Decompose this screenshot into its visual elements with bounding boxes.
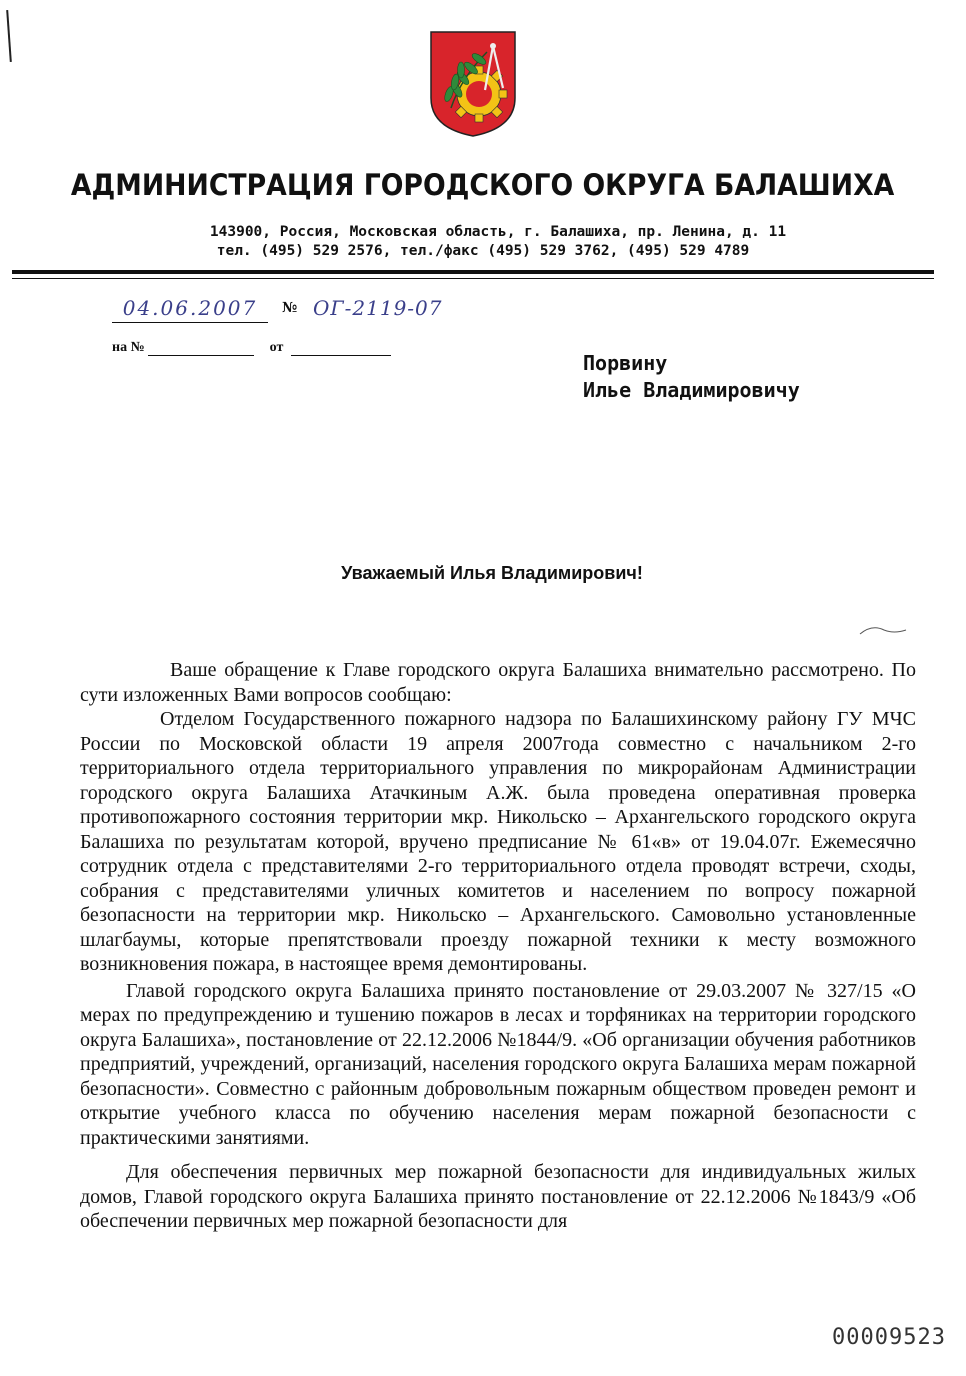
body-paragraph-3: Главой городского округа Балашиха принято постановление от 29.03.2007 № 327/15 «О мерах по предупреждению и тушению пожаров в лесах и торфяниках на территории городского округа Балашиха», постановление от 22.12.2006 №1844/9. «Об организации обучения работников предприятий, учреждений, организаций, населения городского округа Балашиха мерам пожарной безопасности». Совместно с районным добровольным пожарным обществом проведен ремонт и открытие учебного класса по обучению населения мерам пожарной безопасности с практическими занятиями. (80, 979, 916, 1149)
document-stamp-number: 00009523 (832, 1325, 946, 1350)
body-paragraph-4: Для обеспечения первичных мер пожарной безопасности для индивидуальных жилых домов, Главой городского округа Балашиха принято постановление от 22.12.2006 №1843/9 «Об обеспечении первичных мер пожарной безопасности для (80, 1161, 916, 1232)
addressee-name: Илье Владимировичу (583, 378, 800, 402)
organization-title: АДМИНИСТРАЦИЯ ГОРОДСКОГО ОКРУГА БАЛАШИХА (70, 168, 895, 202)
pen-stroke-mark (858, 622, 908, 638)
scan-edge-mark (6, 10, 12, 62)
header-divider-thin (12, 278, 934, 279)
outgoing-number-label: № (282, 300, 298, 316)
coat-of-arms-icon (427, 28, 519, 138)
body-paragraph-2: Отделом Государственного пожарного надзора по Балашихинскому району ГУ МЧС России по Московской области 19 апреля 2007года совместно с начальником 2-го территориального отдела территориального управления по микрорайонам Администрации городского округа Балашиха Атачкиным А.Ж. была проведена оперативная проверка противопожарного состояния территории мкр. Никольско – Архангельского городского округа Балашиха по результатам которой, вручено предписание № 61«в» от 19.04.07г. Ежемесячно сотрудник отдела с представителями 2-го территориального отдела проводят встречи, сходы, собрания с представителями уличных комитетов и населением по вопросу пожарной безопасности на территории мкр. Никольско – Архангельского. Самовольно установленные шлагбаумы, которые препятствовали проезду пожарной техники к месту возможного возникновения пожара, в настоящее время демонтированы. (80, 708, 916, 975)
reply-reference-line (112, 340, 391, 356)
reply-to-label: на № (112, 340, 145, 355)
letter-body (80, 658, 916, 1234)
organization-address: 143900, Россия, Московская область, г. Балашиха, пр. Ленина, д. 11 (209, 224, 787, 240)
reply-to-blank (148, 341, 254, 356)
salutation: Уважаемый Илья Владимирович! (341, 563, 643, 583)
organization-phones: тел. (495) 529 2576, тел./факс (495) 529 3762, (495) 529 4789 (216, 243, 750, 259)
addressee-surname: Порвину (583, 351, 668, 375)
from-blank (291, 341, 391, 356)
from-label: от (269, 340, 284, 355)
outgoing-date: 04.06.2007 (112, 296, 268, 323)
body-paragraph-1: Ваше обращение к Главе городского округа Балашиха внимательно рассмотрено. По сути изложенных Вами вопросов сообщаю: (80, 659, 916, 706)
header-divider-thick (12, 270, 934, 274)
outgoing-number: ОГ-2119-07 (313, 296, 443, 320)
